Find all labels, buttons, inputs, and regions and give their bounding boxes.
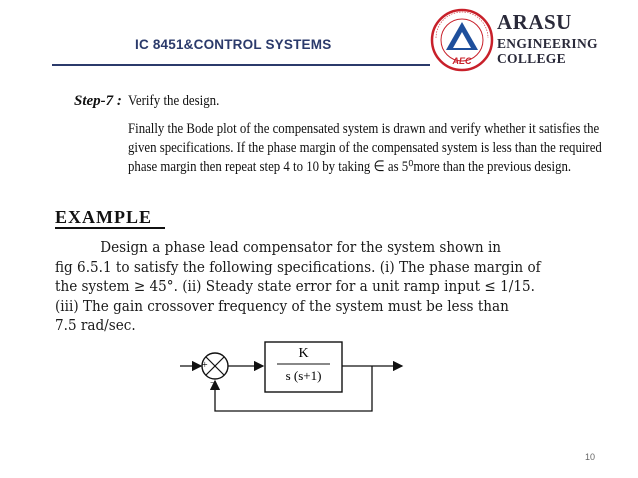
example-line: 7.5 rad/sec. — [55, 316, 136, 334]
step-line: phase margin then repeat step 4 to 10 by taking ∈ as 5⁰more than the previous design. — [128, 159, 572, 175]
step-heading: Verify the design. — [128, 93, 220, 109]
college-name — [497, 12, 598, 65]
example-body — [55, 238, 541, 336]
step-label: Step-7 : — [74, 93, 122, 109]
step-body — [128, 120, 602, 177]
example-line: Design a phase lead compensator for the system shown in — [100, 238, 502, 256]
college-name-line2: ENGINEERING — [497, 36, 598, 51]
course-title: IC 8451&CONTROL SYSTEMS — [135, 37, 332, 52]
example-line: (iii) The gain crossover frequency of the system must be less than — [55, 296, 509, 315]
header-divider — [52, 64, 430, 66]
college-name-line3: COLLEGE — [497, 50, 566, 66]
logo-abbr: AEC — [452, 56, 472, 66]
example-line: fig 6.5.1 to satisfy the following specifications. (i) The phase margin of — [55, 257, 541, 276]
transfer-denominator: s (s+1) — [285, 368, 322, 383]
college-name-line1: ARASU — [497, 10, 572, 34]
block-diagram — [180, 335, 410, 415]
step-line: given specifications. If the phase margin of the compensated system is less than the required — [128, 140, 602, 156]
page-number: 10 — [585, 452, 596, 462]
plus-sign: + — [202, 360, 208, 371]
example-underline — [55, 227, 165, 229]
transfer-numerator: K — [298, 346, 309, 361]
step-line: Finally the Bode plot of the compensated system is drawn and verify whether it satisfies the — [128, 121, 600, 137]
example-line: the system ≥ 45°. (ii) Steady state error for a unit ramp input ≤ 1/15. — [55, 277, 535, 295]
example-title: EXAMPLE — [55, 207, 152, 227]
college-logo-icon — [430, 8, 494, 72]
minus-sign: − — [210, 378, 216, 389]
